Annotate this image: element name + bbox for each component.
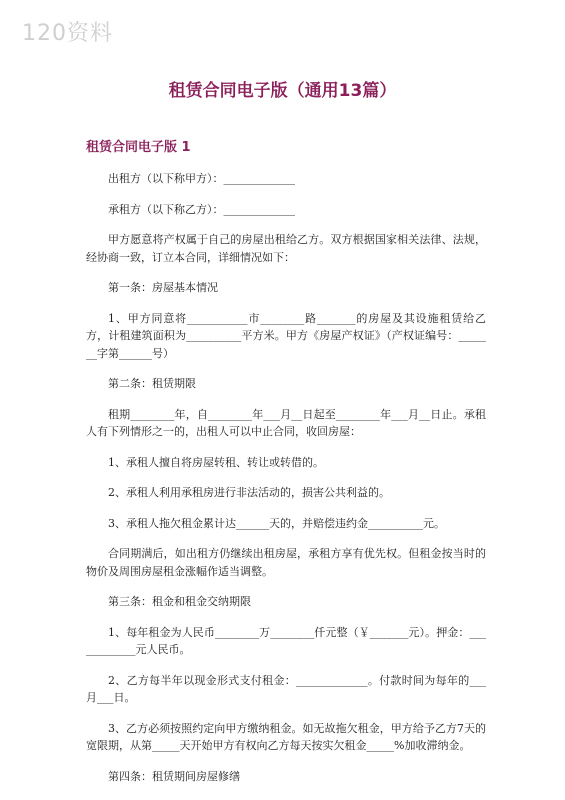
clause-2-item-3: 3、承租人拖欠租金累计达______天的，并赔偿违约金__________元。 (108, 516, 445, 530)
clause-3-item-2: 2、乙方每半年以现金形式支付租金：_____________。付款时间为每年的___月___日。 (86, 673, 486, 704)
clause-2-item-1: 1、承租人擅自将房屋转租、转让或转借的。 (108, 455, 324, 469)
clause-heading-1: 第一条：房屋基本情况 (108, 281, 218, 294)
clause-1-item-1: 1、甲方同意将___________市________路_______的房屋及其设施租赁给乙方，计租建筑面积为__________平方米。甲方《房屋产权证》（产权证编号：_______字第______号） (86, 311, 486, 360)
section-title: 租赁合同电子版 1 (86, 140, 191, 155)
clause-heading-2: 第二条：租赁期限 (108, 377, 196, 390)
clause-heading-4: 第四条：租赁期间房屋修缮 (108, 769, 240, 783)
document-title: 租赁合同电子版（通用13篇） (168, 81, 397, 101)
clause-3-item-1: 1、每年租金为人民币________万________仟元整（￥_______元）。押金：____________元人民币。 (86, 625, 486, 656)
clause-3-item-3: 3、乙方必须按照约定向甲方缴纳租金。如无故拖欠租金，甲方给予乙方7天的宽限期，从第_____天开始甲方有权向乙方每天按实欠租金_____%加收滞纳金。 (86, 721, 486, 752)
watermark: 120资料 (22, 21, 113, 46)
renewal-paragraph: 合同期满后，如出租方仍继续出租房屋，承租方享有优先权。但租金按当时的物价及周围房屋租金涨幅作适当调整。 (86, 547, 486, 578)
lease-term-paragraph: 租期________年，自________年___月__日起至________年___月__日止。承租人有下列情形之一的，出租人可以中止合同，收回房屋： (86, 407, 486, 438)
document-body (86, 170, 486, 798)
lessee-line: 承租方（以下称乙方）：_____________ (108, 202, 295, 216)
clause-2-item-2: 2、承租人利用承租房进行非法活动的，损害公共利益的。 (108, 486, 390, 499)
intro-paragraph: 甲方愿意将产权属于自己的房屋出租给乙方。双方根据国家相关法律、法规，经协商一致，订立本合同，详细情况如下： (86, 233, 486, 264)
lessor-line: 出租方（以下称甲方）：_____________ (108, 172, 295, 185)
clause-heading-3: 第三条：租金和租金交纳期限 (108, 595, 251, 608)
